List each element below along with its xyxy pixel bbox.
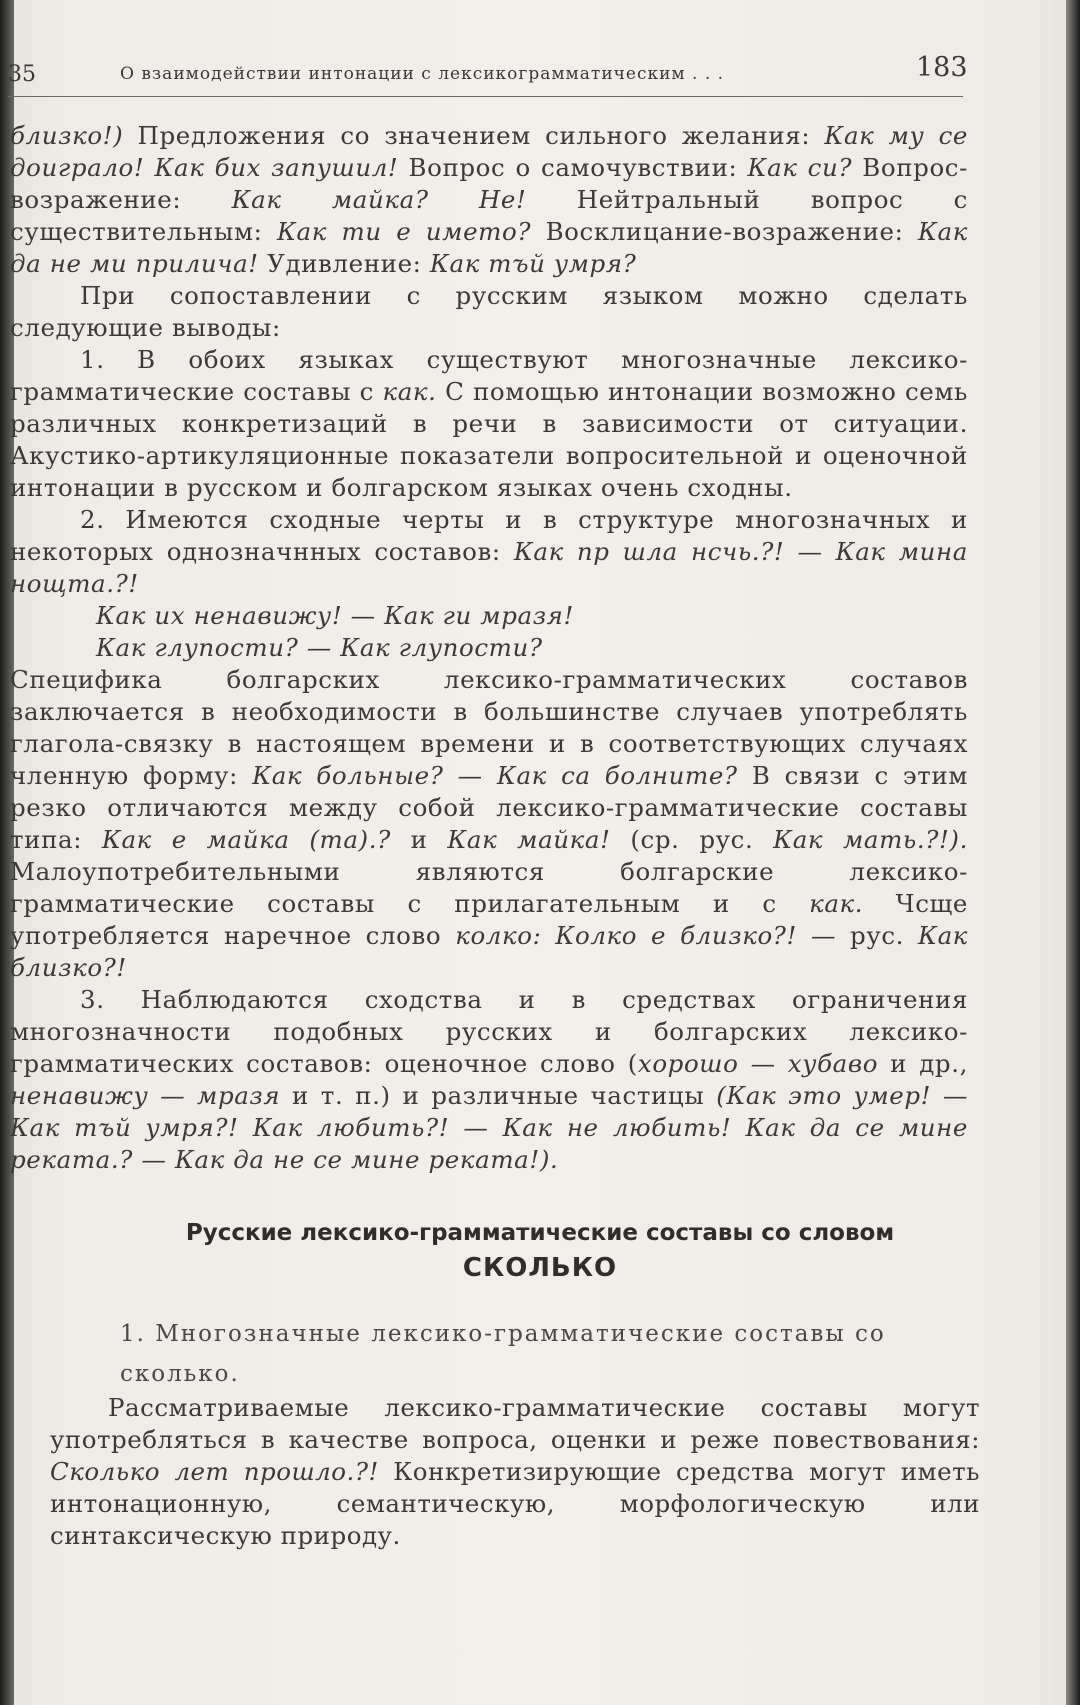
italic-example: близко!) [10, 121, 124, 150]
text-run: и т. п.) и различные частицы [280, 1081, 717, 1110]
text-run: В связи с этим резко отличаются между собой лексико-грамматические составы типа: [10, 761, 968, 854]
italic-example: Как больные? — Как са болните? [252, 761, 738, 790]
text-run: Специфика болгарских лексико-грамматических составов заключается в необходимости в большинстве случаев употреблять глагола-связку в настоящем времени и в соответствующих случаях членную форму: [10, 665, 968, 790]
header-rule [8, 96, 963, 97]
paragraph-5 [10, 664, 968, 984]
text-run: и [390, 825, 448, 854]
text-run: 2. Имеются сходные черты и в структуре многозначных и некоторых однозначнных составов: [10, 505, 968, 566]
text-run: Удивление: [258, 249, 430, 278]
italic-example: Как тъй умря? [429, 249, 637, 278]
running-header [8, 52, 968, 92]
italic-example: Как майка! [447, 825, 611, 854]
section-heading-line-2: СКОЛЬКО [462, 1253, 618, 1283]
text-run: С помощью интонации возможно семь различных конкретизаций в речи в зависимости от ситуации. Акустико-артикуляционные показатели вопросительной и оценочной интонации в русском и болгарском языках очень сходны. [10, 377, 968, 502]
italic-example: Как си? [747, 153, 853, 182]
italic-example: как. [382, 377, 437, 406]
italic-example: Как майка? Не! [231, 185, 527, 214]
text-run: рус. [836, 921, 919, 950]
text-run: Вопрос-возражение: [10, 153, 969, 214]
paragraph-1 [10, 120, 968, 280]
main-text [10, 120, 968, 1176]
italic-example: Как му се доиграло! Как бих запушил! [10, 121, 968, 182]
italic-example: Как мать.?!). [773, 825, 968, 854]
example-line-1: Как их ненавижу! — Как ги мразя! [96, 601, 574, 630]
italic-example: как. [809, 889, 864, 918]
page-edge-shadow [1066, 0, 1080, 1705]
italic-example: колко: Колко е близко?! — [455, 921, 837, 950]
running-title: О взаимодействии интонации с лексикограмматическим . . . [120, 64, 725, 84]
text-run: Малоупотребительными являются болгарские лексико-грамматические составы с прилагательным и с [10, 857, 968, 918]
italic-example: Как да не ми прилича! [10, 217, 968, 278]
text-run: Предложения со значением сильного желания: [123, 121, 825, 150]
text-run: Чсще употребляется наречное слово [10, 889, 968, 950]
text-run: и др., [878, 1049, 968, 1078]
italic-example: ненавижу — мразя [10, 1081, 281, 1110]
italic-example: Как ти е името? [277, 217, 532, 246]
paragraph-4 [10, 504, 968, 600]
section-text [50, 1392, 980, 1552]
page-number: 183 [916, 52, 968, 83]
text-run: Нейтральный вопрос с существительным: [10, 185, 969, 246]
paragraph-2: При сопоставлении с русским языком можно сделать следующие выводы: [10, 281, 968, 342]
section-heading [0, 1216, 1080, 1286]
italic-example: Сколько лет прошло.?! [50, 1457, 379, 1486]
left-margin-number: 35 [8, 62, 36, 87]
italic-example: хорошо — хубаво [637, 1049, 879, 1078]
italic-example: (Как это умер! — Как тъй умря?! Как любить?! — Как не любить! Как да се мине реката.? — Как да не се мине реката!). [10, 1081, 968, 1174]
section-heading-line-1: Русские лексико-грамматические составы со словом [185, 1220, 895, 1246]
example-line-2: Как глупости? — Как глупости? [96, 633, 543, 662]
text-run: (ср. рус. [610, 825, 774, 854]
text-run: Рассматриваемые лексико-грамматические составы могут употребляться в качестве вопроса, оценки и реже повествования: [50, 1393, 980, 1454]
subsection-heading [30, 1314, 970, 1394]
text-run: Восклицание-возражение: [531, 217, 918, 246]
italic-example: Как близко?! [10, 921, 969, 982]
subsection-heading-text: 1. Многозначные лексико-грамматические составы со сколько. [120, 1321, 886, 1387]
italic-example: Как е майка (та).? [101, 825, 391, 854]
text-run: 3. Наблюдаются сходства и в средствах ограничения многозначности подобных русских и болгарских лексико-грамматических составов: оценочное слово ( [10, 985, 968, 1078]
text-run: Конкретизирующие средства могут иметь интонационную, семантическую, морфологическую или синтаксическую природу. [50, 1457, 980, 1550]
italic-example: Как пр шла нсчь.?! — Как мина нощта.?! [10, 537, 968, 598]
paragraph-6 [10, 984, 968, 1176]
paragraph-3 [10, 344, 968, 504]
text-run: Вопрос о самочувствии: [398, 153, 748, 182]
text-run: 1. В обоих языках существуют многозначные лексико-грамматические составы с [10, 345, 968, 406]
paragraph-7 [50, 1392, 980, 1552]
